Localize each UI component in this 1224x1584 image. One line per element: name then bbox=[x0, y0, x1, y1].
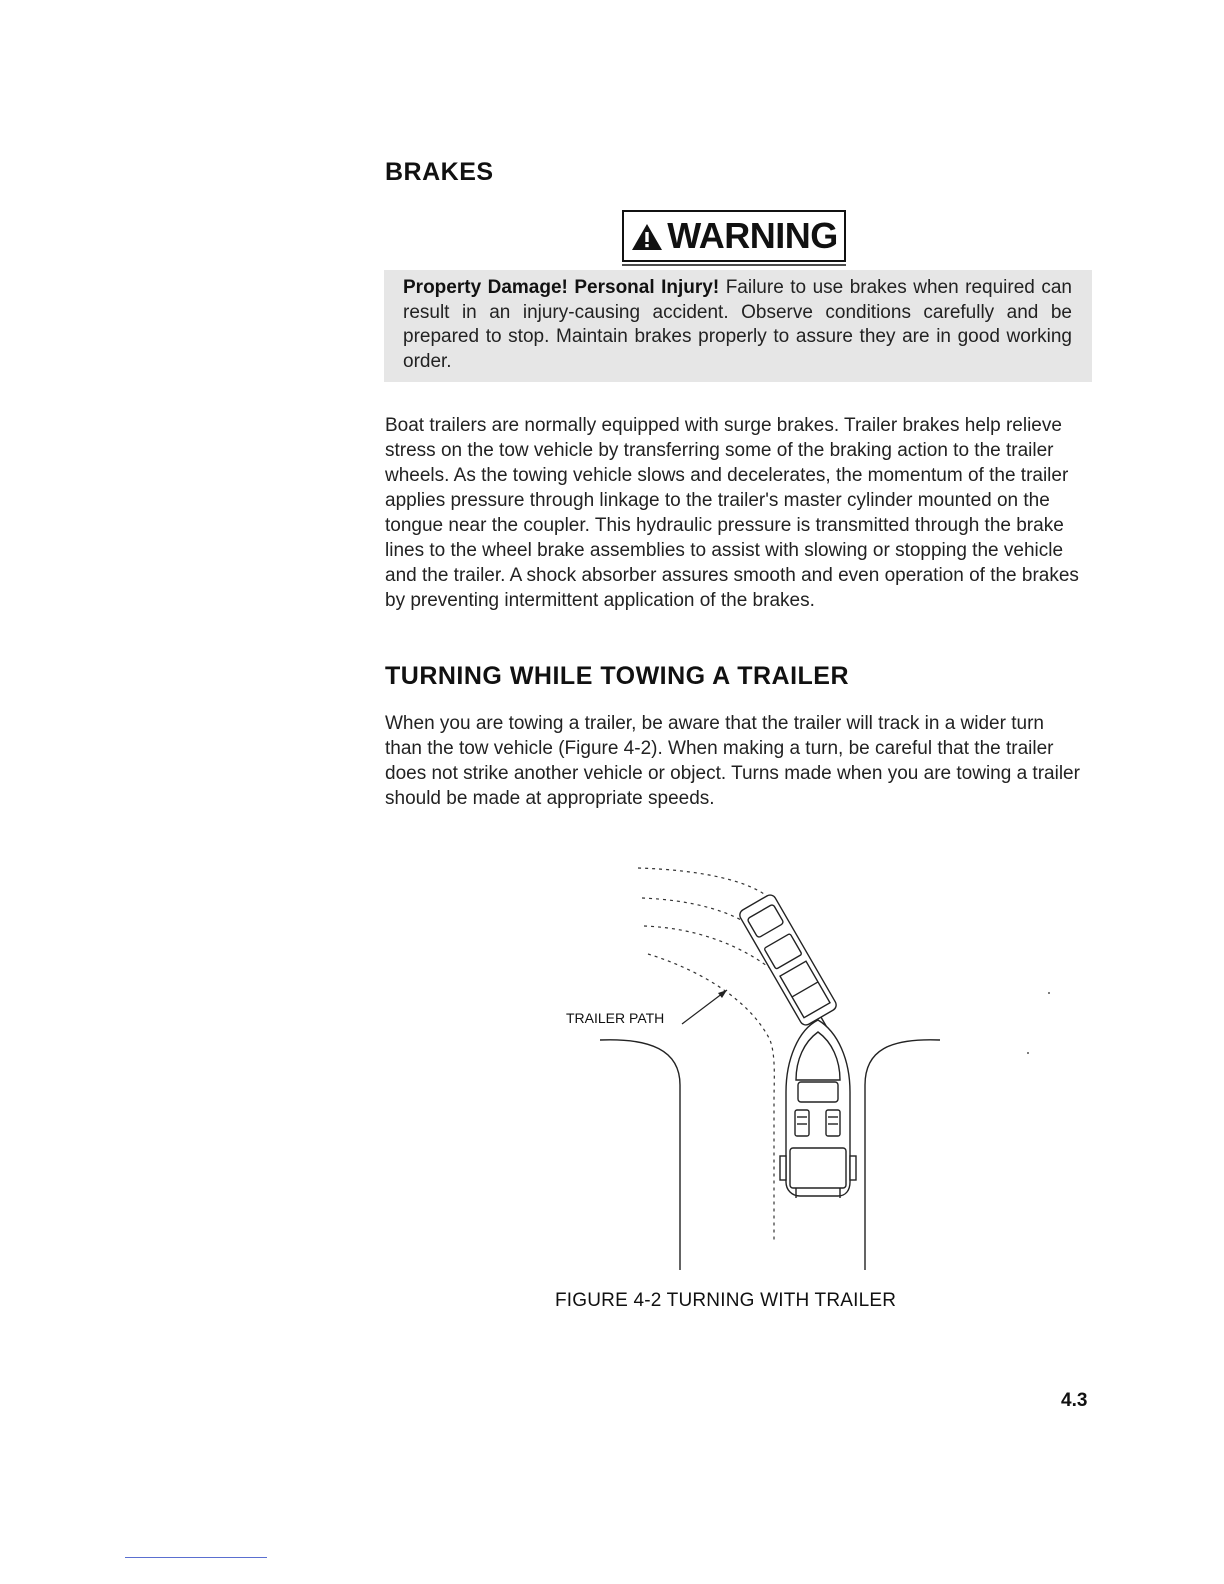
scan-speck bbox=[1027, 1052, 1029, 1054]
tow-vehicle-icon bbox=[738, 893, 855, 1055]
figure-caption: FIGURE 4-2 TURNING WITH TRAILER bbox=[555, 1290, 897, 1311]
boat-trailer-icon bbox=[780, 1020, 856, 1198]
scan-speck bbox=[1048, 992, 1050, 994]
warning-text: Failure to use brakes when required can result in an injury-causing accident. Observe conditions carefully and be prepared to stop. Maintain brakes properly to assure they are in good working order. bbox=[403, 277, 1072, 372]
page-number: 4.3 bbox=[1061, 1390, 1088, 1411]
brakes-body-text: Boat trailers are normally equipped with surge brakes. Trailer brakes help relieve stress on the tow vehicle by transferring some of the braking action to the trailer wheels. As the towing vehicle slows and decelerates, the momentum of the trailer applies pressure through linkage to the trailer's master cylinder mounted on the tongue near the coupler. This hydraulic pressure is transmitted through the brake lines to the wheel brake assemblies to assist with slowing or stopping the vehicle and the trailer. A shock absorber assures smooth and even operation of the brakes by preventing intermittent application of the brakes. bbox=[385, 415, 1079, 611]
warning-hazard-title: Property Damage! Personal Injury! bbox=[403, 277, 720, 298]
turning-heading: TURNING WHILE TOWING A TRAILER bbox=[385, 662, 850, 690]
road-edge-right bbox=[865, 1040, 940, 1270]
turning-body-text: When you are towing a trailer, be aware that the trailer will track in a wider turn than the tow vehicle (Figure 4-2). When making a turn, be careful that the trailer does not strike another vehicle or object. Turns made when you are towing a trailer should be made at appropriate speeds. bbox=[385, 713, 1080, 809]
turning-diagram bbox=[560, 860, 960, 1280]
brakes-heading: BRAKES bbox=[385, 158, 494, 186]
warning-label-text: WARNING bbox=[667, 215, 838, 256]
footer-rule bbox=[125, 1557, 267, 1558]
warning-triangle-icon bbox=[630, 222, 664, 252]
warning-label bbox=[622, 210, 846, 262]
warning-label-rule bbox=[622, 262, 846, 268]
warning-box bbox=[384, 270, 1092, 382]
road-edge-left bbox=[600, 1040, 680, 1270]
trailer-path-label: TRAILER PATH bbox=[566, 1010, 665, 1026]
